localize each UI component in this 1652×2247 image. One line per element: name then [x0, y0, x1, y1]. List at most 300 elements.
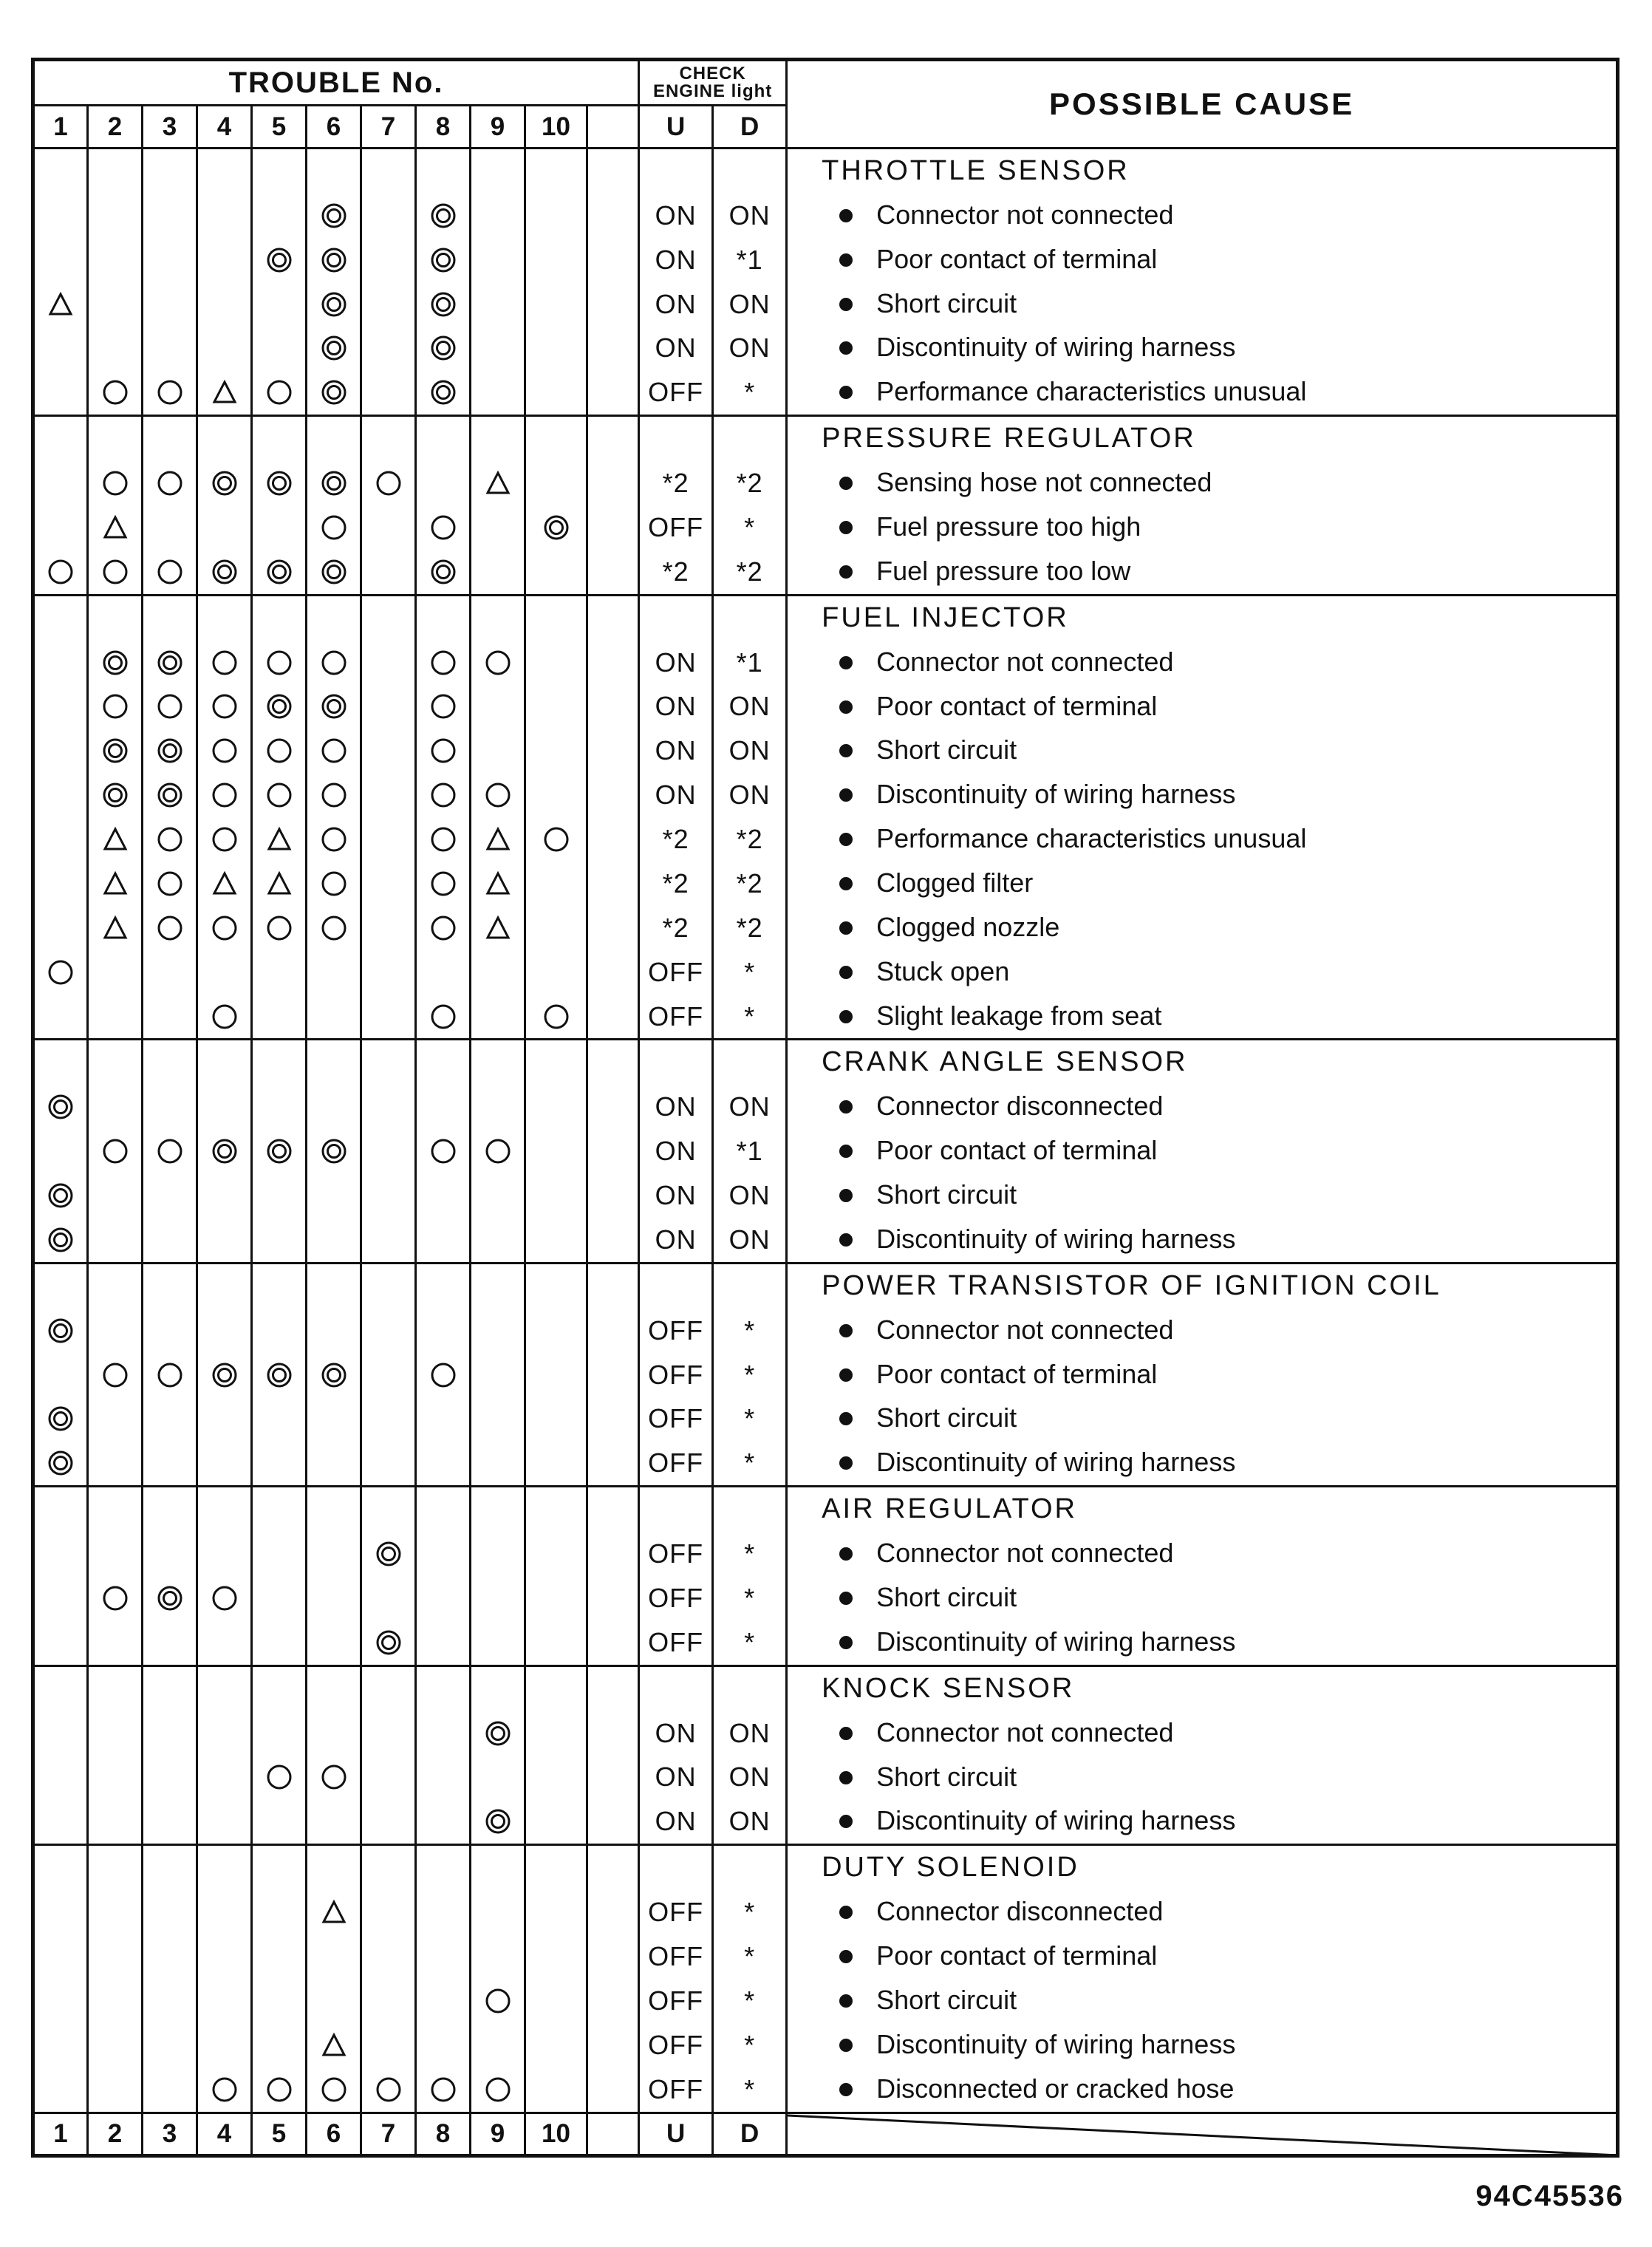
- trouble-10-cell: [525, 729, 587, 773]
- trouble-3-cell: [143, 1576, 197, 1620]
- trouble-chart-table: [31, 58, 1619, 2158]
- cause-cell: [787, 2023, 1618, 2067]
- blank-cell: [587, 1309, 639, 1353]
- empty-cell: [143, 149, 197, 194]
- check-engine-u-status: ON: [639, 1129, 713, 1173]
- header-number-10: 10: [525, 106, 587, 149]
- double-circle-mark-icon: [155, 736, 185, 766]
- trouble-1-cell: [33, 729, 88, 773]
- check-engine-u-status: OFF: [639, 1397, 713, 1441]
- trouble-9-cell: [471, 238, 525, 282]
- trouble-4-cell: [197, 906, 252, 950]
- component-title: CRANK ANGLE SENSOR: [822, 1046, 1188, 1078]
- double-circle-mark-icon: [374, 1628, 403, 1657]
- trouble-2-cell: [88, 461, 143, 505]
- cause-text: Discontinuity of wiring harness: [876, 779, 1236, 810]
- blank-cell: [587, 2023, 639, 2067]
- empty-cell: [361, 1665, 416, 1711]
- double-circle-mark-icon: [319, 468, 349, 498]
- circle-mark-icon: [210, 2075, 239, 2104]
- trouble-6-cell: [307, 1353, 361, 1397]
- trouble-5-cell: [252, 505, 307, 550]
- cause-cell: [787, 1756, 1618, 1800]
- trouble-2-cell: [88, 1576, 143, 1620]
- check-engine-d-status: *1: [713, 641, 787, 685]
- triangle-mark-icon: [483, 913, 513, 943]
- double-circle-mark-icon: [319, 1360, 349, 1390]
- check-engine-u-status: ON: [639, 1085, 713, 1129]
- empty-cell: [587, 1665, 639, 1711]
- cause-item: [788, 326, 1616, 369]
- empty-cell: [525, 1040, 587, 1085]
- trouble-2-cell: [88, 1353, 143, 1397]
- trouble-3-cell: [143, 1711, 197, 1756]
- trouble-6-cell: [307, 1799, 361, 1844]
- trouble-3-cell: [143, 1532, 197, 1576]
- empty-cell: [252, 1665, 307, 1711]
- check-engine-u-status: OFF: [639, 950, 713, 995]
- cause-cell: [787, 2067, 1618, 2113]
- double-circle-mark-icon: [319, 201, 349, 231]
- trouble-8-cell: [416, 1173, 471, 1218]
- double-circle-mark-icon: [46, 1316, 75, 1346]
- empty-cell: [416, 1263, 471, 1308]
- trouble-2-cell: [88, 326, 143, 370]
- cause-item: [788, 1576, 1616, 1619]
- component-title-cell: [787, 1845, 1618, 1890]
- trouble-6-cell: [307, 1979, 361, 2023]
- double-circle-mark-icon: [155, 1583, 185, 1613]
- trouble-2-cell: [88, 641, 143, 685]
- trouble-4-cell: [197, 1309, 252, 1353]
- double-circle-mark-icon: [264, 468, 294, 498]
- trouble-7-cell: [361, 1173, 416, 1218]
- trouble-4-cell: [197, 326, 252, 370]
- trouble-4-cell: [197, 1756, 252, 1800]
- trouble-5-cell: [252, 1309, 307, 1353]
- blank-cell: [587, 326, 639, 370]
- circle-mark-icon: [155, 468, 185, 498]
- cause-item: [788, 194, 1616, 236]
- check-engine-d-status: *2: [713, 461, 787, 505]
- trouble-1-cell: [33, 1979, 88, 2023]
- cause-cell: [787, 729, 1618, 773]
- double-circle-mark-icon: [46, 1181, 75, 1210]
- cause-row: [33, 1129, 1618, 1173]
- trouble-6-cell: [307, 282, 361, 327]
- cause-text: Clogged filter: [876, 867, 1034, 898]
- trouble-6-cell: [307, 995, 361, 1040]
- component-title-cell: [787, 149, 1618, 194]
- trouble-5-cell: [252, 326, 307, 370]
- trouble-no-header: TROUBLE No.: [33, 60, 639, 106]
- trouble-4-cell: [197, 1576, 252, 1620]
- trouble-1-cell: [33, 461, 88, 505]
- trouble-10-cell: [525, 1890, 587, 1934]
- trouble-8-cell: [416, 505, 471, 550]
- circle-mark-icon: [319, 2075, 349, 2104]
- component-title: KNOCK SENSOR: [822, 1672, 1075, 1704]
- empty-cell: [88, 149, 143, 194]
- cause-text: Sensing hose not connected: [876, 467, 1212, 498]
- trouble-2-cell: [88, 995, 143, 1040]
- cause-cell: [787, 1979, 1618, 2023]
- empty-cell: [252, 595, 307, 640]
- figure-reference-code: 94C45536: [1475, 2180, 1624, 2212]
- cause-cell: [787, 282, 1618, 327]
- trouble-5-cell: [252, 1576, 307, 1620]
- trouble-3-cell: [143, 2067, 197, 2113]
- cause-row: [33, 1309, 1618, 1353]
- trouble-7-cell: [361, 1620, 416, 1665]
- empty-cell: [33, 1040, 88, 1085]
- trouble-10-cell: [525, 370, 587, 415]
- empty-cell: [587, 1263, 639, 1308]
- circle-mark-icon: [483, 1986, 513, 2016]
- empty-cell: [252, 416, 307, 461]
- trouble-3-cell: [143, 1309, 197, 1353]
- footer-number-8: 8: [416, 2113, 471, 2156]
- trouble-8-cell: [416, 995, 471, 1040]
- check-engine-u-status: ON: [639, 1218, 713, 1263]
- empty-cell: [197, 1665, 252, 1711]
- trouble-9-cell: [471, 1532, 525, 1576]
- cause-row: [33, 817, 1618, 862]
- blank-cell: [587, 1620, 639, 1665]
- double-circle-mark-icon: [210, 468, 239, 498]
- cause-text: Poor contact of terminal: [876, 1940, 1158, 1971]
- trouble-1-cell: [33, 1173, 88, 1218]
- double-circle-mark-icon: [210, 1360, 239, 1390]
- trouble-3-cell: [143, 906, 197, 950]
- trouble-7-cell: [361, 1576, 416, 1620]
- blank-cell: [587, 995, 639, 1040]
- empty-cell: [197, 1263, 252, 1308]
- cause-item: [788, 1890, 1616, 1933]
- cause-item: [788, 641, 1616, 683]
- trouble-10-cell: [525, 1934, 587, 1979]
- empty-cell: [143, 1845, 197, 1890]
- circle-mark-icon: [264, 2075, 294, 2104]
- trouble-2-cell: [88, 729, 143, 773]
- trouble-3-cell: [143, 1890, 197, 1934]
- trouble-4-cell: [197, 282, 252, 327]
- component-title: PRESSURE REGULATOR: [822, 423, 1196, 454]
- trouble-5-cell: [252, 2023, 307, 2067]
- trouble-8-cell: [416, 1890, 471, 1934]
- circle-mark-icon: [210, 1583, 239, 1613]
- trouble-2-cell: [88, 817, 143, 862]
- trouble-4-cell: [197, 1397, 252, 1441]
- trouble-1-cell: [33, 2067, 88, 2113]
- circle-mark-icon: [429, 825, 458, 854]
- cause-text: Discontinuity of wiring harness: [876, 2028, 1236, 2059]
- check-engine-u-status: OFF: [639, 1620, 713, 1665]
- trouble-3-cell: [143, 1934, 197, 1979]
- trouble-7-cell: [361, 370, 416, 415]
- check-engine-u-status: OFF: [639, 2067, 713, 2113]
- trouble-3-cell: [143, 1620, 197, 1665]
- circle-mark-icon: [100, 378, 130, 407]
- trouble-6-cell: [307, 550, 361, 595]
- triangle-mark-icon: [264, 869, 294, 899]
- trouble-1-cell: [33, 862, 88, 906]
- trouble-7-cell: [361, 862, 416, 906]
- empty-cell: [639, 1665, 713, 1711]
- triangle-mark-icon: [264, 825, 294, 854]
- check-engine-d-status: *: [713, 995, 787, 1040]
- circle-mark-icon: [210, 692, 239, 721]
- trouble-8-cell: [416, 685, 471, 729]
- triangle-mark-icon: [483, 869, 513, 899]
- trouble-8-cell: [416, 1532, 471, 1576]
- trouble-6-cell: [307, 729, 361, 773]
- circle-mark-icon: [374, 468, 403, 498]
- circle-mark-icon: [429, 780, 458, 810]
- trouble-10-cell: [525, 1979, 587, 2023]
- cause-row: [33, 326, 1618, 370]
- empty-cell: [416, 1040, 471, 1085]
- trouble-4-cell: [197, 505, 252, 550]
- check-engine-line2: ENGINE light: [652, 81, 773, 101]
- trouble-8-cell: [416, 2067, 471, 2113]
- trouble-8-cell: [416, 817, 471, 862]
- trouble-6-cell: [307, 1129, 361, 1173]
- trouble-8-cell: [416, 906, 471, 950]
- empty-cell: [197, 1845, 252, 1890]
- trouble-4-cell: [197, 2023, 252, 2067]
- component-title-cell: [787, 1665, 1618, 1711]
- component-title: FUEL INJECTOR: [822, 601, 1069, 633]
- trouble-10-cell: [525, 2067, 587, 2113]
- trouble-4-cell: [197, 461, 252, 505]
- cause-text: Connector disconnected: [876, 1896, 1164, 1927]
- double-circle-mark-icon: [46, 1404, 75, 1433]
- trouble-8-cell: [416, 1934, 471, 1979]
- cause-cell: [787, 1397, 1618, 1441]
- blank-cell: [587, 641, 639, 685]
- circle-mark-icon: [483, 1136, 513, 1166]
- trouble-9-cell: [471, 1441, 525, 1486]
- cause-cell: [787, 1218, 1618, 1263]
- empty-cell: [88, 416, 143, 461]
- circle-mark-icon: [264, 780, 294, 810]
- trouble-2-cell: [88, 1397, 143, 1441]
- trouble-1-cell: [33, 1085, 88, 1129]
- check-engine-u-status: OFF: [639, 1576, 713, 1620]
- circle-mark-icon: [429, 692, 458, 721]
- trouble-6-cell: [307, 862, 361, 906]
- trouble-6-cell: [307, 1620, 361, 1665]
- cause-cell: [787, 326, 1618, 370]
- blank-cell: [587, 505, 639, 550]
- group-title-row: [33, 1263, 1618, 1308]
- empty-cell: [587, 595, 639, 640]
- trouble-2-cell: [88, 550, 143, 595]
- cause-row: [33, 1397, 1618, 1441]
- trouble-3-cell: [143, 550, 197, 595]
- cause-item: [788, 1085, 1616, 1128]
- circle-mark-icon: [429, 1002, 458, 1032]
- circle-mark-icon: [319, 825, 349, 854]
- circle-mark-icon: [429, 869, 458, 899]
- header-number-6: 6: [307, 106, 361, 149]
- trouble-5-cell: [252, 1532, 307, 1576]
- empty-cell: [252, 1487, 307, 1532]
- triangle-mark-icon: [100, 825, 130, 854]
- cause-item: [788, 461, 1616, 504]
- group-title-row: [33, 595, 1618, 640]
- empty-cell: [197, 595, 252, 640]
- check-engine-u-status: OFF: [639, 2023, 713, 2067]
- trouble-6-cell: [307, 2067, 361, 2113]
- cause-text: Short circuit: [876, 1582, 1017, 1613]
- circle-mark-icon: [210, 736, 239, 766]
- cause-cell: [787, 1353, 1618, 1397]
- check-engine-u-status: *2: [639, 461, 713, 505]
- empty-cell: [525, 1845, 587, 1890]
- cause-text: Performance characteristics unusual: [876, 823, 1307, 854]
- trouble-3-cell: [143, 862, 197, 906]
- check-engine-d-status: *2: [713, 862, 787, 906]
- check-engine-d-status: ON: [713, 729, 787, 773]
- trouble-6-cell: [307, 1173, 361, 1218]
- check-engine-d-status: ON: [713, 1711, 787, 1756]
- header-number-9: 9: [471, 106, 525, 149]
- trouble-9-cell: [471, 461, 525, 505]
- trouble-10-cell: [525, 194, 587, 238]
- cause-text: Stuck open: [876, 955, 1010, 986]
- trouble-8-cell: [416, 461, 471, 505]
- trouble-5-cell: [252, 1085, 307, 1129]
- cause-text: Short circuit: [876, 1402, 1017, 1433]
- empty-cell: [33, 595, 88, 640]
- cause-cell: [787, 773, 1618, 817]
- empty-cell: [88, 1263, 143, 1308]
- trouble-9-cell: [471, 641, 525, 685]
- check-engine-d-status: *2: [713, 817, 787, 862]
- trouble-6-cell: [307, 1890, 361, 1934]
- trouble-1-cell: [33, 1353, 88, 1397]
- blank-cell: [587, 1890, 639, 1934]
- header-number-3: 3: [143, 106, 197, 149]
- trouble-7-cell: [361, 1934, 416, 1979]
- empty-cell: [713, 595, 787, 640]
- trouble-1-cell: [33, 505, 88, 550]
- trouble-10-cell: [525, 862, 587, 906]
- trouble-5-cell: [252, 950, 307, 995]
- trouble-6-cell: [307, 505, 361, 550]
- trouble-1-cell: [33, 1890, 88, 1934]
- blank-cell: [587, 685, 639, 729]
- trouble-4-cell: [197, 1173, 252, 1218]
- empty-cell: [416, 149, 471, 194]
- cause-row: [33, 1620, 1618, 1665]
- circle-mark-icon: [264, 648, 294, 678]
- empty-cell: [197, 1487, 252, 1532]
- group-title-row: [33, 1040, 1618, 1085]
- trouble-10-cell: [525, 282, 587, 327]
- trouble-4-cell: [197, 194, 252, 238]
- cause-item: [788, 906, 1616, 949]
- double-circle-mark-icon: [46, 1225, 75, 1255]
- trouble-3-cell: [143, 505, 197, 550]
- check-engine-d-status: ON: [713, 685, 787, 729]
- trouble-6-cell: [307, 1218, 361, 1263]
- cause-cell: [787, 1934, 1618, 1979]
- component-title-cell: [787, 1263, 1618, 1308]
- circle-mark-icon: [429, 2075, 458, 2104]
- cause-item: [788, 1309, 1616, 1351]
- trouble-2-cell: [88, 1129, 143, 1173]
- check-engine-d-status: *2: [713, 550, 787, 595]
- trouble-4-cell: [197, 550, 252, 595]
- check-engine-u-status: ON: [639, 685, 713, 729]
- cause-item: [788, 1532, 1616, 1575]
- empty-cell: [471, 1487, 525, 1532]
- empty-cell: [361, 595, 416, 640]
- trouble-4-cell: [197, 773, 252, 817]
- trouble-2-cell: [88, 685, 143, 729]
- trouble-2-cell: [88, 950, 143, 995]
- blank-cell: [587, 950, 639, 995]
- cause-cell: [787, 862, 1618, 906]
- empty-cell: [471, 149, 525, 194]
- cause-text: Discontinuity of wiring harness: [876, 1626, 1236, 1657]
- blank-cell: [587, 729, 639, 773]
- triangle-mark-icon: [210, 378, 239, 407]
- circle-mark-icon: [429, 913, 458, 943]
- empty-cell: [143, 416, 197, 461]
- cause-item: [788, 282, 1616, 325]
- trouble-4-cell: [197, 729, 252, 773]
- circle-mark-icon: [264, 913, 294, 943]
- trouble-6-cell: [307, 1934, 361, 1979]
- trouble-5-cell: [252, 550, 307, 595]
- trouble-7-cell: [361, 282, 416, 327]
- cause-row: [33, 1799, 1618, 1844]
- double-circle-mark-icon: [264, 692, 294, 721]
- empty-cell: [143, 595, 197, 640]
- cause-row: [33, 370, 1618, 415]
- trouble-5-cell: [252, 1173, 307, 1218]
- check-engine-d-status: ON: [713, 1218, 787, 1263]
- trouble-7-cell: [361, 238, 416, 282]
- trouble-10-cell: [525, 995, 587, 1040]
- trouble-5-cell: [252, 282, 307, 327]
- triangle-mark-icon: [100, 513, 130, 542]
- header-number-2: 2: [88, 106, 143, 149]
- trouble-3-cell: [143, 370, 197, 415]
- empty-cell: [361, 1845, 416, 1890]
- check-engine-d-status: ON: [713, 326, 787, 370]
- trouble-2-cell: [88, 194, 143, 238]
- trouble-3-cell: [143, 326, 197, 370]
- empty-cell: [143, 1487, 197, 1532]
- component-title-cell: [787, 595, 1618, 640]
- cause-cell: [787, 194, 1618, 238]
- double-circle-mark-icon: [319, 290, 349, 319]
- header-number-8: 8: [416, 106, 471, 149]
- empty-cell: [639, 595, 713, 640]
- trouble-7-cell: [361, 1711, 416, 1756]
- trouble-6-cell: [307, 773, 361, 817]
- trouble-3-cell: [143, 194, 197, 238]
- trouble-7-cell: [361, 1085, 416, 1129]
- cause-item: [788, 1353, 1616, 1396]
- blank-cell: [587, 1934, 639, 1979]
- cause-text: Poor contact of terminal: [876, 243, 1158, 274]
